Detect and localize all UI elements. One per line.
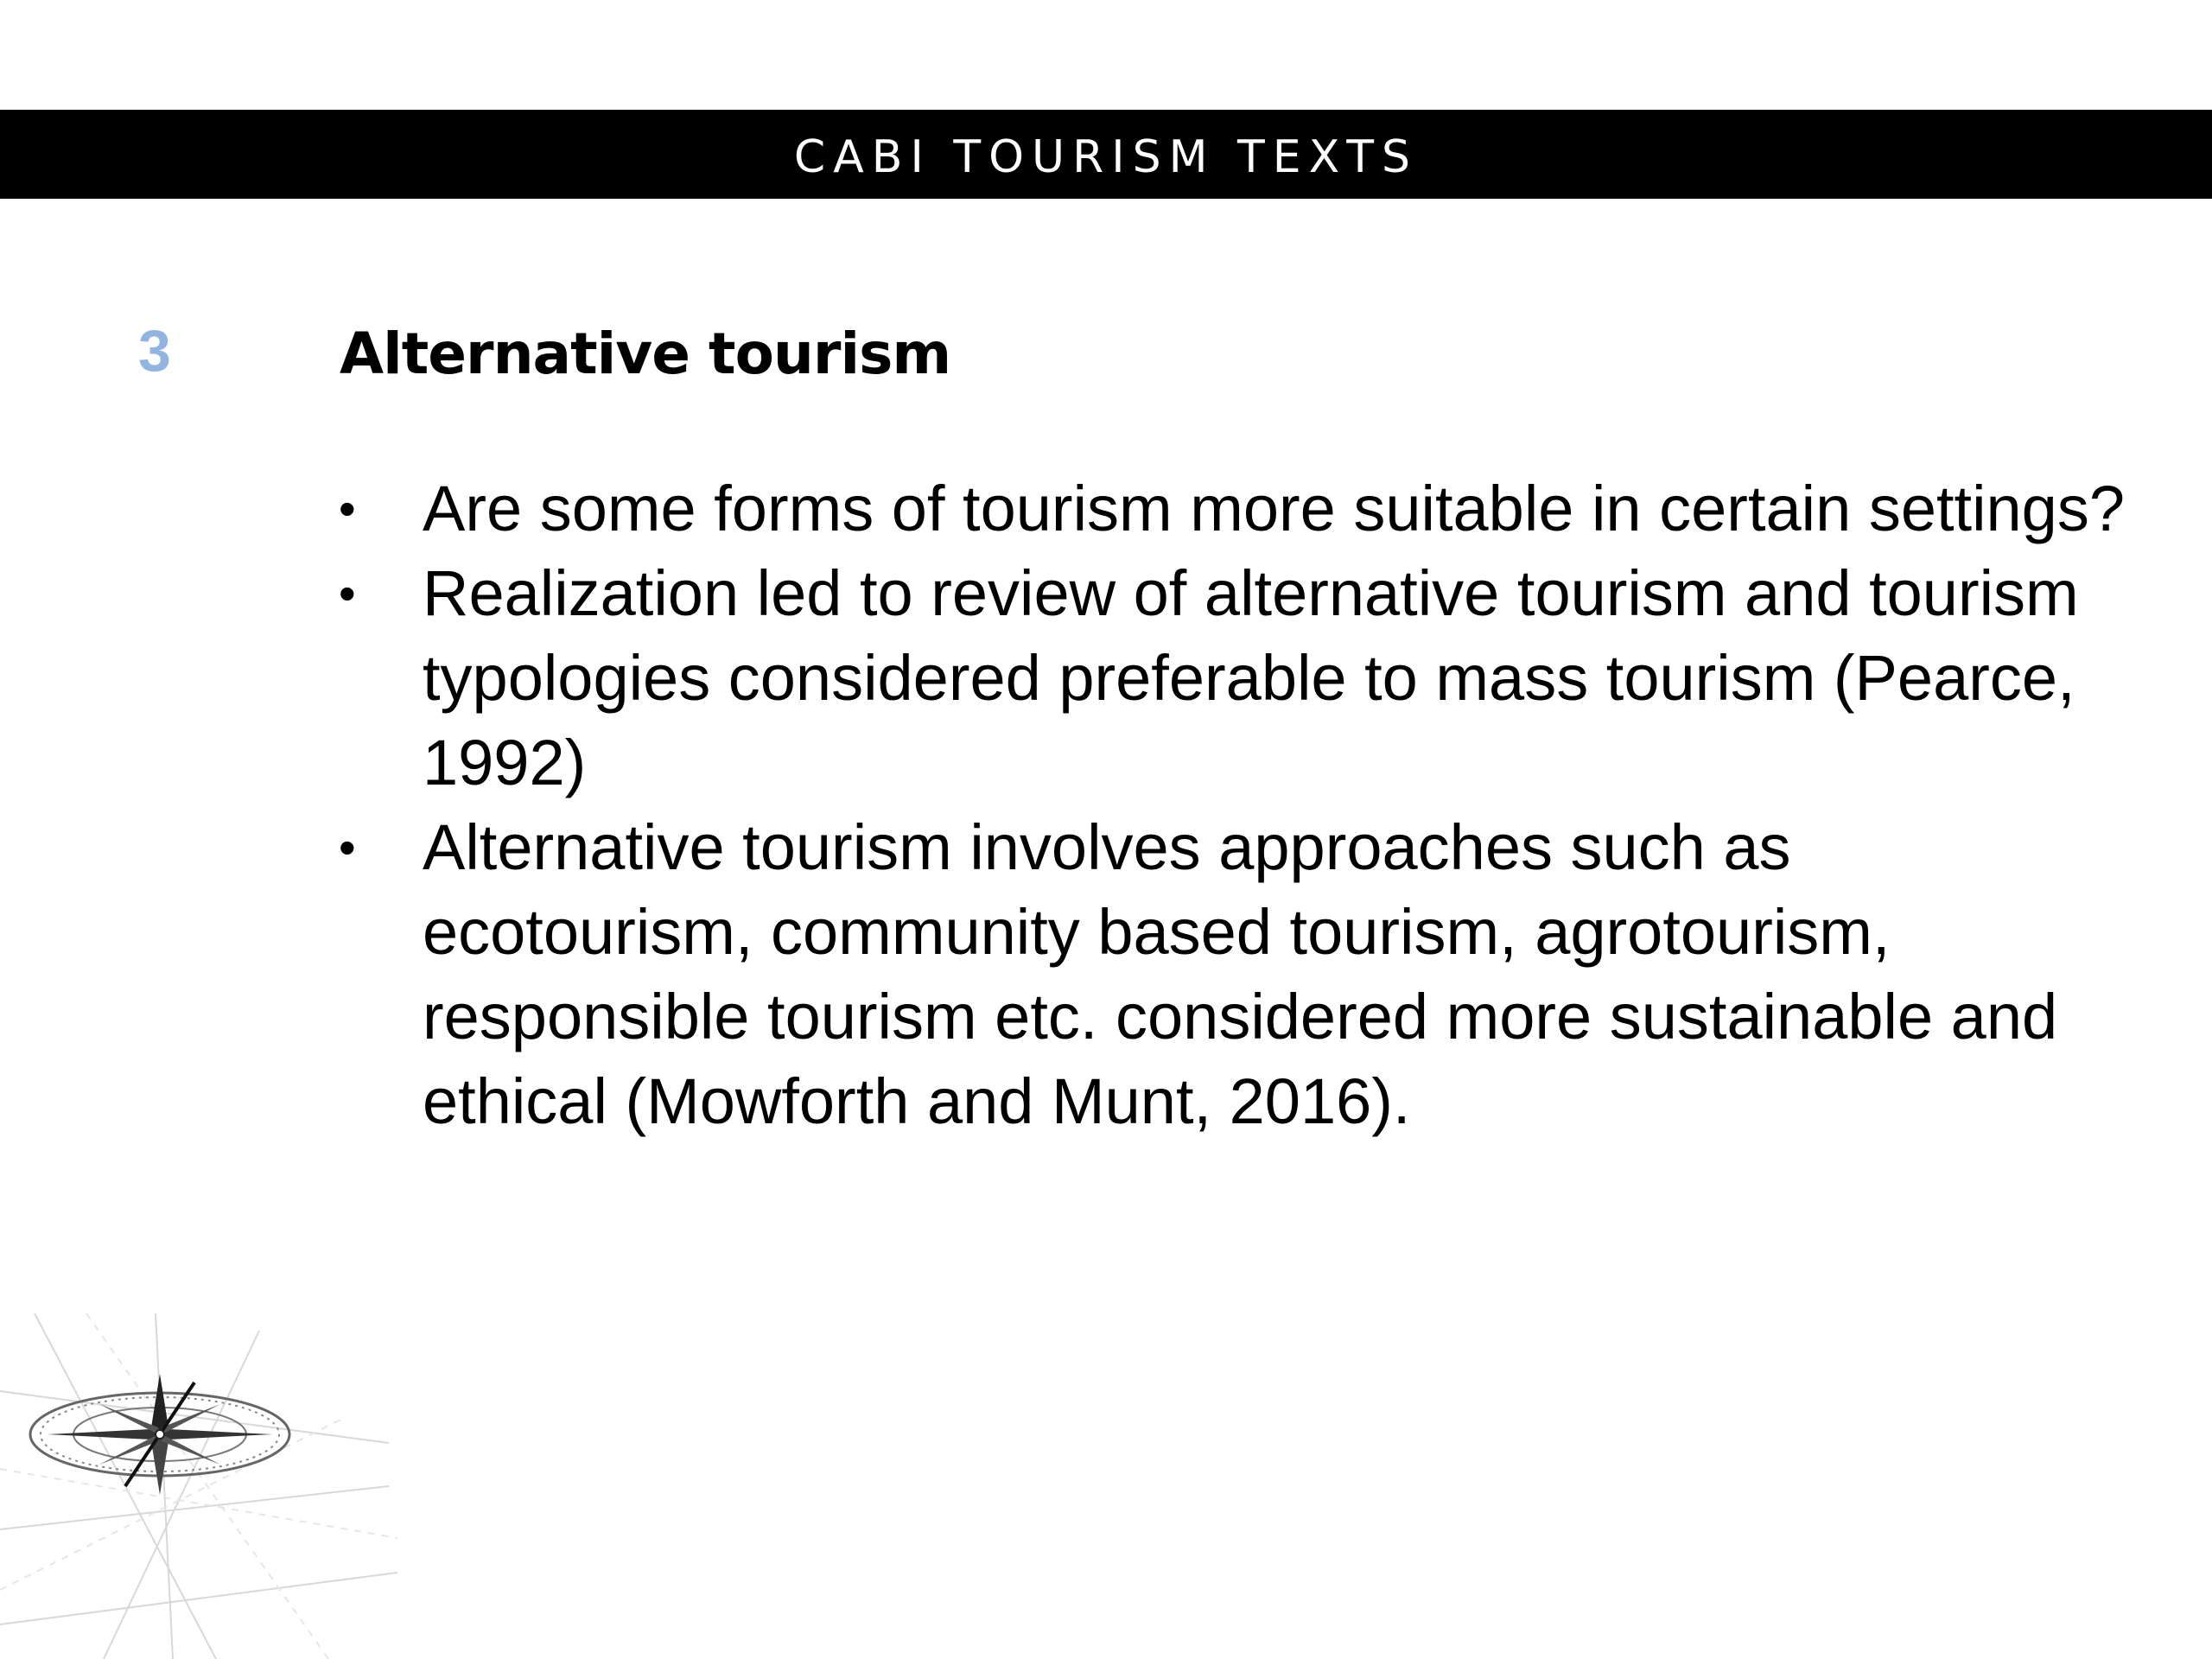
header-bar: [0, 110, 2212, 199]
header-title: CABI TOURISM TEXTS: [793, 130, 1419, 183]
bullet-list: [339, 467, 2136, 1144]
bullet-text: Realization led to review of alternative tourism and tourism typologies considered preferable to mass tourism (Pearce, 1992): [423, 557, 2079, 798]
slide-number: 3: [138, 318, 171, 384]
bullet-icon: •: [339, 820, 356, 874]
bullet-text: Alternative tourism involves approaches such as ecotourism, community based tourism, agrotourism, responsible tourism etc. considered more sustainable and ethical (Mowforth and Munt, 2016).: [423, 811, 2058, 1137]
bullet-icon: •: [339, 566, 356, 620]
bullet-text: Are some forms of tourism more suitable in certain settings?: [423, 473, 2125, 544]
compass-rose-icon: [0, 1313, 397, 1659]
slide-title: Alternative tourism: [340, 321, 951, 387]
bullet-item: [339, 805, 2136, 1144]
bullet-item: [339, 551, 2136, 805]
bullet-item: [339, 467, 2136, 551]
bullet-icon: •: [339, 481, 356, 536]
